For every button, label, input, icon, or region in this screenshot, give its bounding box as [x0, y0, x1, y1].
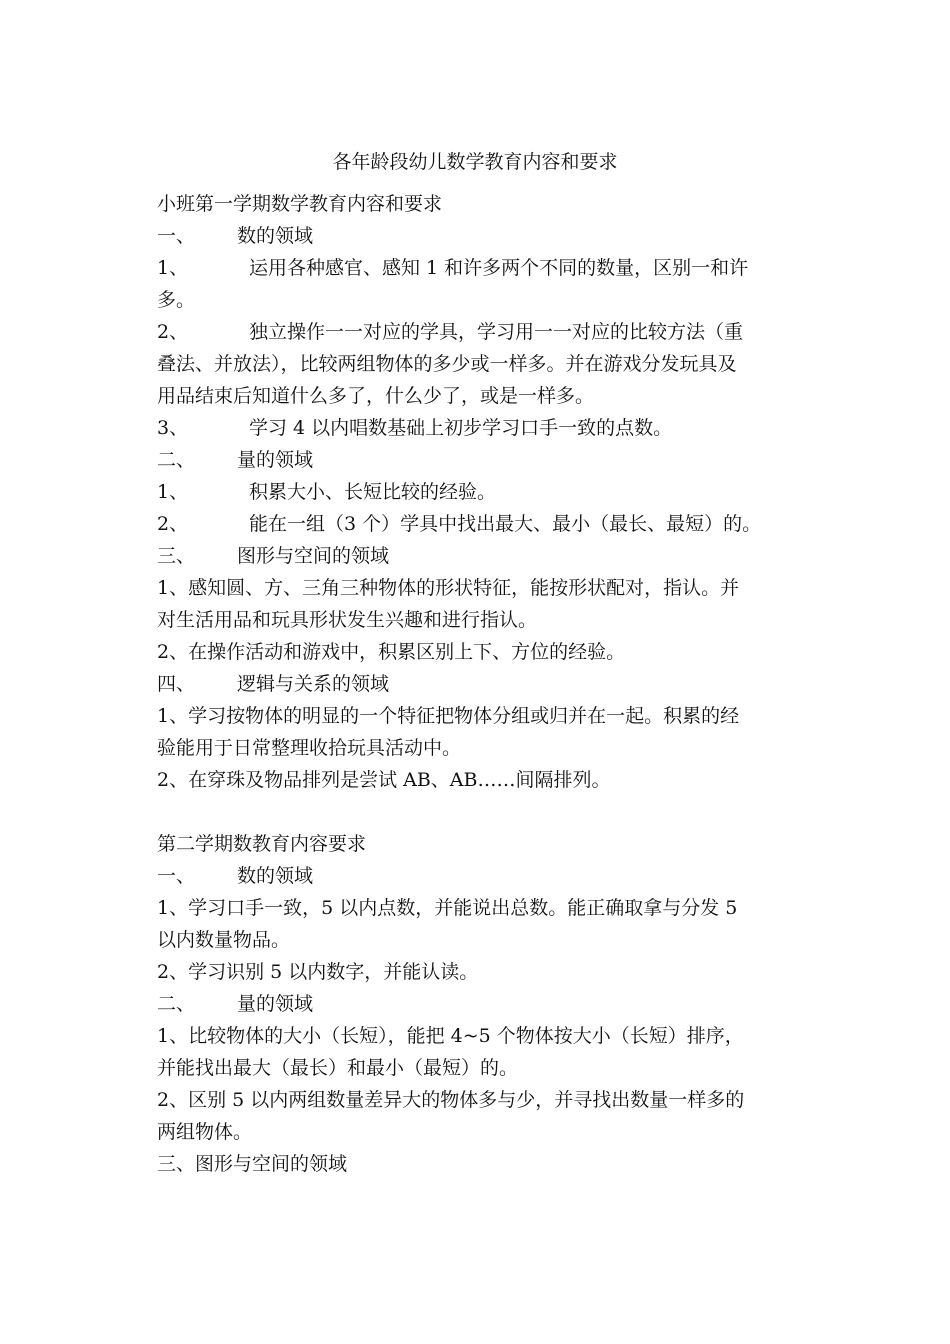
item-continuation: 对生活用品和玩具形状发生兴趣和进行指认。 — [157, 609, 538, 631]
item-text: 学习 4 以内唱数基础上初步学习口手一致的点数。 — [249, 417, 673, 439]
list-item: 1、比较物体的大小（长短），能把 4~5 个物体按大小（长短）排序， — [157, 1025, 744, 1047]
list-item — [157, 316, 797, 348]
section-heading — [157, 220, 797, 252]
section-number: 三、 — [157, 545, 196, 567]
list-item: 2、区别 5 以内两组数量差异大的物体多与少，并寻找出数量一样多的 — [157, 1089, 745, 1111]
section-heading — [157, 540, 797, 572]
section-heading — [157, 860, 797, 892]
item-continuation: 验能用于日常整理收拾玩具活动中。 — [157, 737, 462, 759]
section-label: 图形与空间的领域 — [237, 545, 390, 567]
item-text: 运用各种感官、感知 1 和许多两个不同的数量，区别一和许 — [249, 257, 749, 279]
list-item: 1、感知圆、方、三角三种物体的形状特征，能按形状配对，指认。并 — [157, 577, 740, 599]
section-number: 一、 — [157, 225, 196, 247]
section-label: 数的领域 — [237, 225, 314, 247]
item-continuation: 叠法、并放法），比较两组物体的多少或一样多。并在游戏分发玩具及 — [157, 353, 737, 375]
document-body — [157, 188, 797, 1180]
list-item: 1、学习按物体的明显的一个特征把物体分组或归并在一起。积累的经 — [157, 705, 740, 727]
item-continuation: 以内数量物品。 — [157, 929, 291, 951]
section-heading — [157, 668, 797, 700]
section-heading: 三、图形与空间的领域 — [157, 1153, 348, 1175]
section-label: 量的领域 — [237, 449, 314, 471]
item-continuation: 多。 — [157, 289, 196, 311]
list-item: 2、在操作活动和游戏中，积累区别上下、方位的经验。 — [157, 641, 626, 663]
list-item — [157, 412, 797, 444]
item-continuation: 用品结束后知道什么多了，什么少了，或是一样多。 — [157, 385, 595, 407]
section-label: 量的领域 — [237, 993, 314, 1015]
section-heading — [157, 444, 797, 476]
list-item — [157, 252, 797, 284]
section-number: 二、 — [157, 449, 196, 471]
term2-heading: 第二学期数教育内容要求 — [157, 833, 367, 855]
item-number: 3、 — [157, 417, 189, 439]
section-number: 二、 — [157, 993, 196, 1015]
list-item: 2、在穿珠及物品排列是尝试 AB、AB……间隔排列。 — [157, 769, 611, 791]
section-number: 四、 — [157, 673, 196, 695]
list-item — [157, 476, 797, 508]
section-heading — [157, 988, 797, 1020]
section-number: 一、 — [157, 865, 196, 887]
item-text: 独立操作一一对应的学具，学习用一一对应的比较方法（重 — [249, 321, 744, 343]
document-title: 各年龄段幼儿数学教育内容和要求 — [332, 151, 618, 173]
term1-heading: 小班第一学期数学教育内容和要求 — [157, 193, 443, 215]
section-label: 逻辑与关系的领域 — [237, 673, 390, 695]
item-number: 2、 — [157, 321, 189, 343]
item-text: 能在一组（3 个）学具中找出最大、最小（最长、最短）的。 — [249, 513, 762, 535]
paragraph-spacer — [157, 796, 797, 828]
item-continuation: 并能找出最大（最长）和最小（最短）的。 — [157, 1057, 519, 1079]
list-item: 2、学习识别 5 以内数字，并能认读。 — [157, 961, 479, 983]
section-label: 数的领域 — [237, 865, 314, 887]
item-number: 2、 — [157, 513, 189, 535]
item-number: 1、 — [157, 481, 189, 503]
item-number: 1、 — [157, 257, 189, 279]
list-item: 1、学习口手一致，5 以内点数，并能说出总数。能正确取拿与分发 5 — [157, 897, 738, 919]
item-text: 积累大小、长短比较的经验。 — [249, 481, 497, 503]
item-continuation: 两组物体。 — [157, 1121, 253, 1143]
list-item — [157, 508, 797, 540]
